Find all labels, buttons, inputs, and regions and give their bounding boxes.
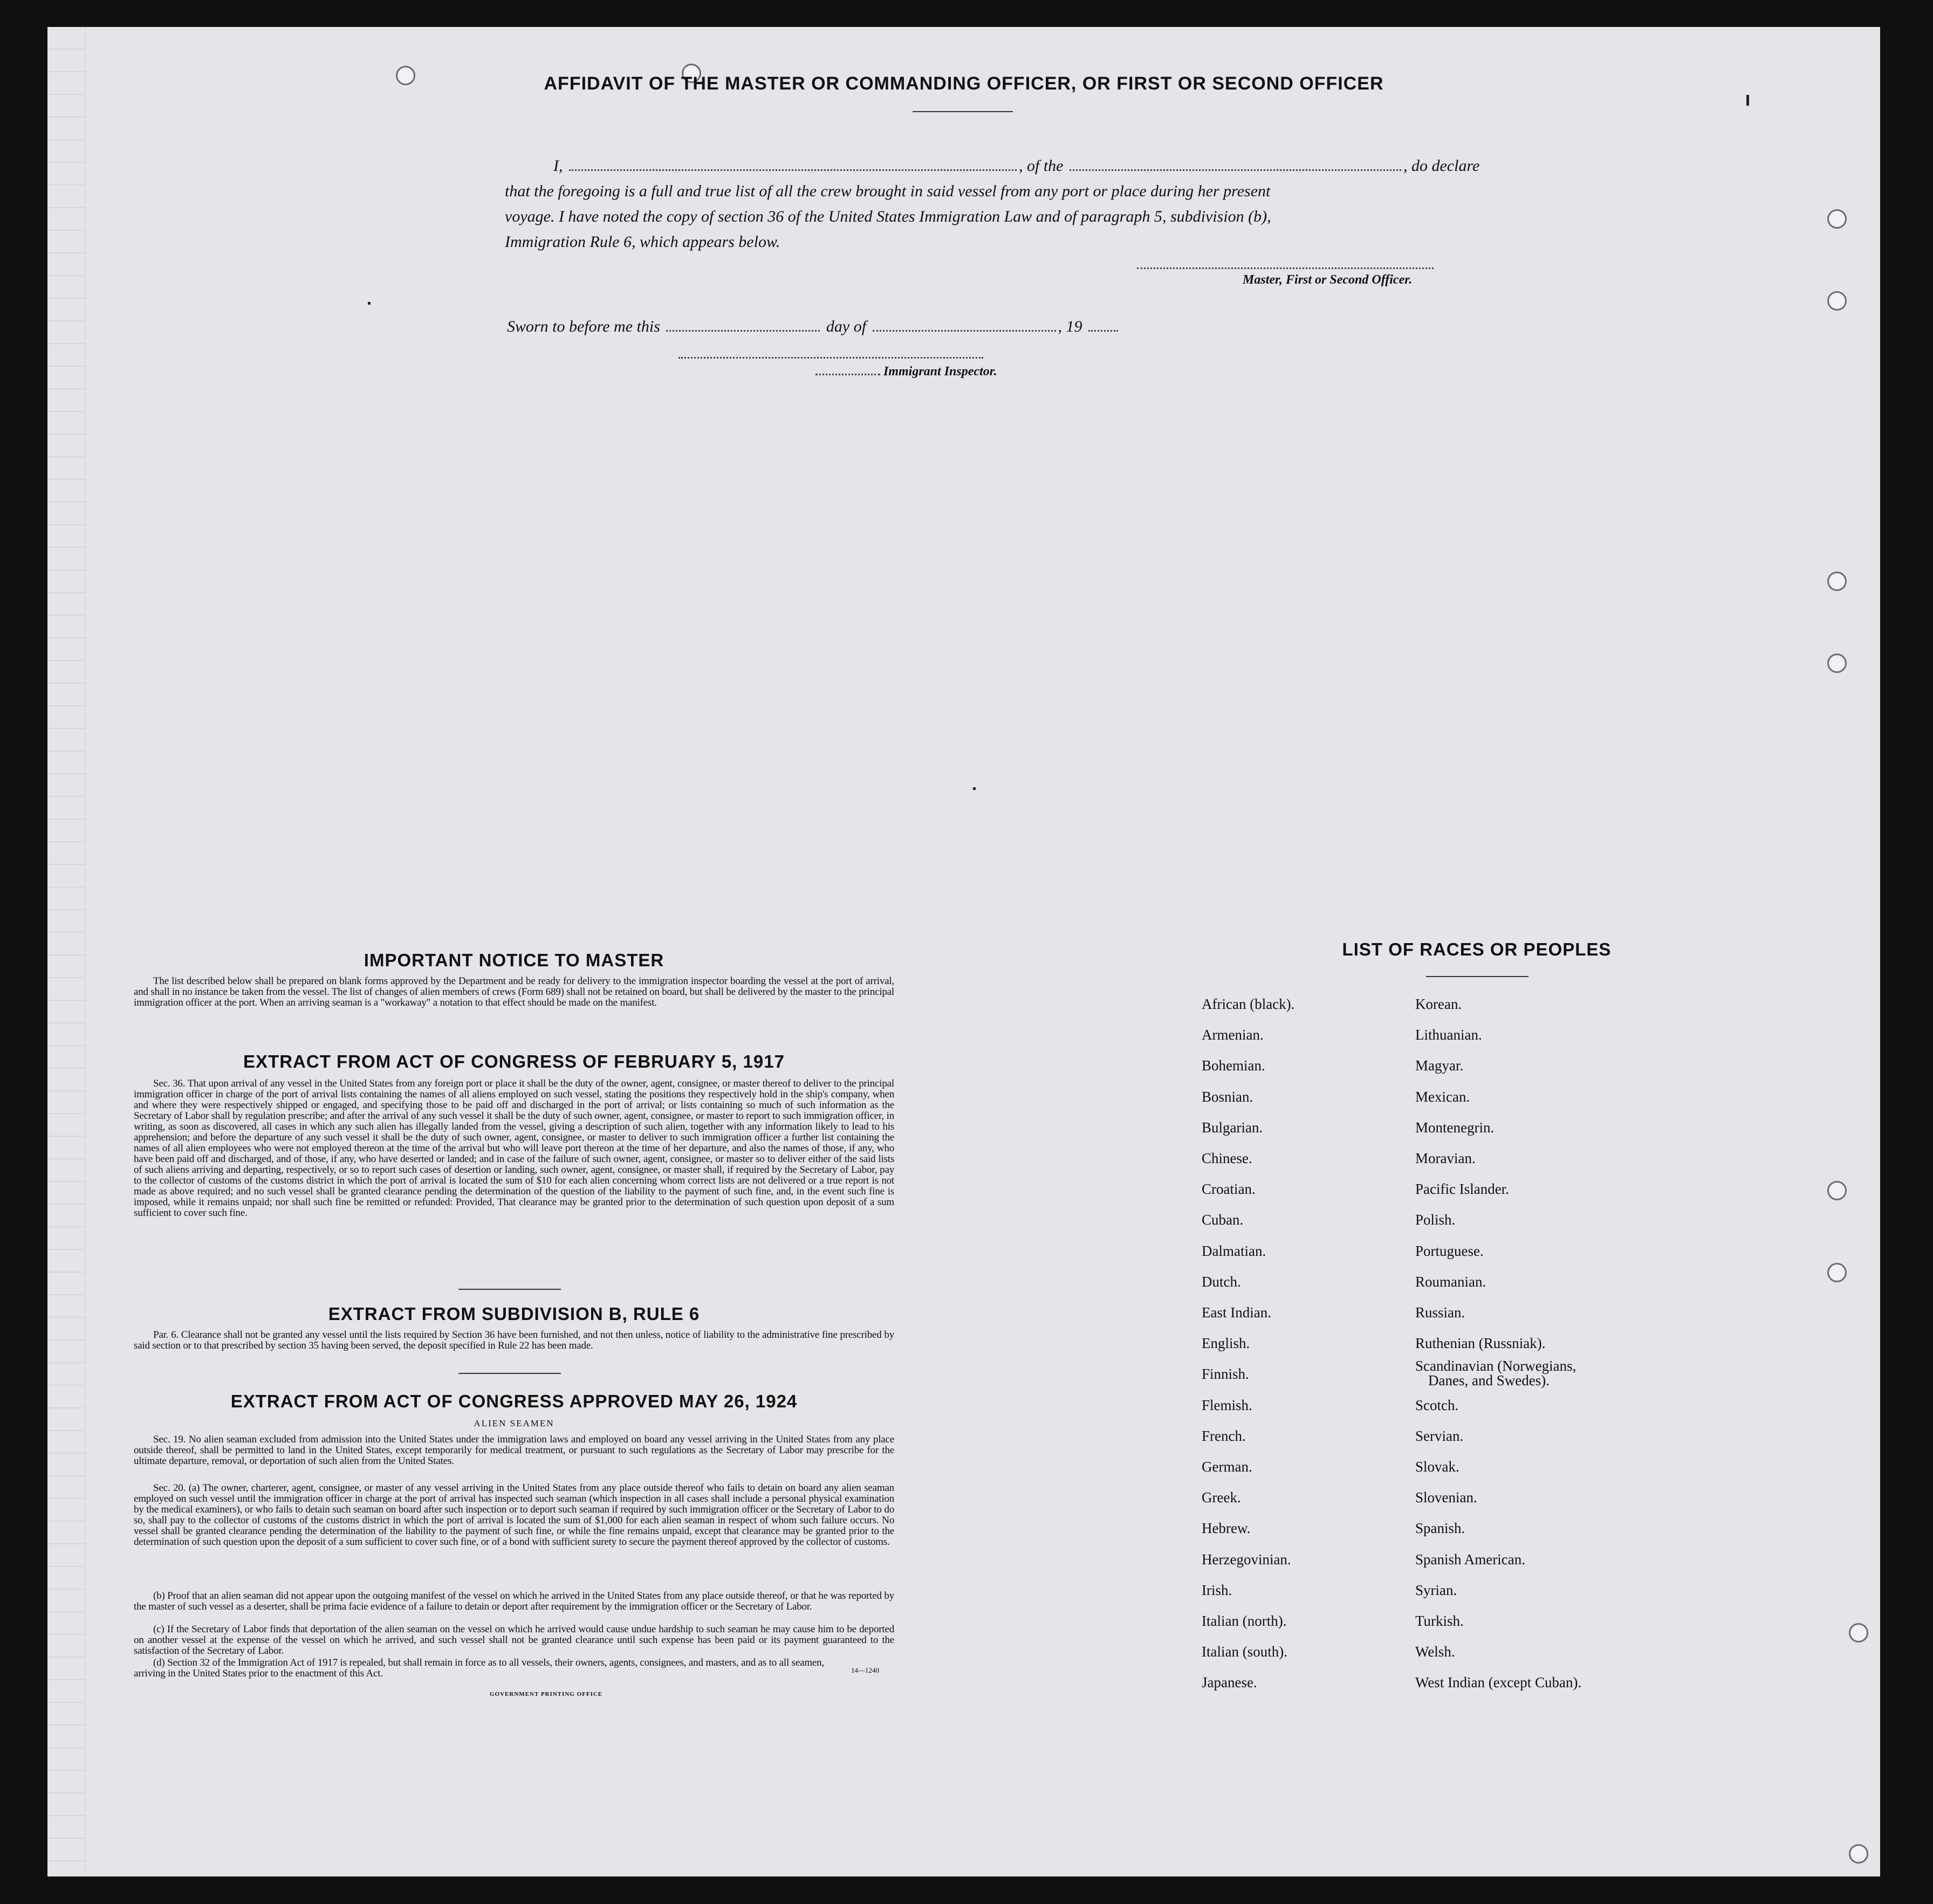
race-item: Lithuanian. [1415, 1027, 1482, 1043]
sec20c-body: (c) If the Secretary of Labor finds that deportation of the alien seaman on the vessel on which he arrived would cause undue hardship to such seaman he may cause him to be deported on another vessel at the expense of the vessel on which he arrived, and such vessel shall not be granted clearance until such expense has been paid or its payment guaranteed to the satisfaction of the Secretary of Labor. [134, 1624, 894, 1656]
race-item: Slovak. [1415, 1459, 1459, 1475]
race-item: Bosnian. [1202, 1088, 1253, 1105]
punch-hole [1827, 1263, 1847, 1282]
notice-title: IMPORTANT NOTICE TO MASTER [364, 950, 664, 970]
section-divider [458, 1289, 561, 1290]
day-of-label: day of [826, 318, 867, 335]
race-item [1415, 1359, 1685, 1390]
race-item: Polish. [1415, 1212, 1456, 1228]
extract-1924-subtitle: ALIEN SEAMEN [474, 1418, 554, 1428]
race-item: Servian. [1415, 1427, 1464, 1444]
affidavit-line-1 [505, 153, 1745, 178]
race-item: Turkish. [1415, 1613, 1464, 1630]
race-item: African (black). [1202, 996, 1295, 1012]
affidavit-line-3: voyage. I have noted the copy of section 36 of the United States Immigration Law and of paragraph 5, subdivision (b), [505, 208, 1271, 225]
sec20b-body: (b) Proof that an alien seaman did not appear upon the outgoing manifest of the vessel on which he arrived in the United States from any place outside thereof, or that he was reported by the master of such vessel as a deserter, shall be prima facie evidence of a failure to detain or deport after requirement by the immigration officer or the Secretary of Labor. [134, 1590, 894, 1612]
sec20a-body: Sec. 20. (a) The owner, charterer, agent, consignee, or master of any vessel arriving in the United States from any place outside thereof who fails to detain on board any alien seaman employed on such vessel until the immigration officer in charge at the port of arrival has inspected such seaman (which inspection in all cases shall include a personal physical examination by the medical examiners), or who fails to detain such seaman on board after such inspection or to deport such seaman if required by such immigration officer or the Secretary of Labor to do so, shall pay to the collector of customs of the customs district in which the port of arrival is located the sum of $1,000 for each alien seaman in respect of whom such failure occurs. No vessel shall be granted clearance pending the determination of the liability to the payment of such fine, or while the fine remains unpaid, except that clearance may be granted prior to the determination of such question upon the deposit of a sum sufficient to cover such fine, or of a bond with sufficient surety to secure the payment thereof approved by the collector of customs. [134, 1482, 894, 1548]
document-page [47, 27, 1880, 1876]
vessel-blank[interactable] [1070, 169, 1401, 171]
race-item: Armenian. [1202, 1027, 1264, 1043]
inspector-signature-label [813, 365, 997, 379]
race-item: Dalmatian. [1202, 1242, 1266, 1259]
race-item: Pacific Islander. [1415, 1181, 1509, 1198]
affidavit-line-4: Immigration Rule 6, which appears below. [505, 233, 780, 251]
races-title: LIST OF RACES OR PEOPLES [1342, 939, 1612, 959]
month-blank[interactable] [873, 329, 1056, 332]
binding-strip [47, 27, 86, 1876]
inspector-signature-line[interactable] [678, 357, 983, 359]
race-item: French. [1202, 1427, 1246, 1444]
affidavit-title: AFFIDAVIT OF THE MASTER OR COMMANDING OFFICER, OR FIRST OR SECOND OFFICER [544, 73, 1384, 94]
race-item: Welsh. [1415, 1644, 1455, 1660]
races-column-1 [1202, 989, 1407, 1699]
day-blank[interactable] [666, 329, 820, 332]
race-item: Herzegovinian. [1202, 1551, 1291, 1568]
affidavit-line-2: that the foregoing is a full and true list of all the crew brought in said vessel from any port or place during her present [505, 182, 1271, 200]
race-item: Montenegrin. [1415, 1119, 1495, 1136]
rule6-body: Par. 6. Clearance shall not be granted any vessel until the lists required by Section 36 have been furnished, and not then unless, notice of liability to the administrative fine prescribed by said section or to that prescribed by section 35 having been served, the deposit specified in Rule 22 has been made. [134, 1329, 894, 1351]
affidavit-of-the: , of the [1019, 157, 1064, 175]
races-title-underline [1426, 976, 1528, 977]
race-item: English. [1202, 1335, 1250, 1352]
year-label: , 19 [1058, 318, 1082, 335]
race-item: Croatian. [1202, 1181, 1256, 1198]
race-item: Bulgarian. [1202, 1119, 1263, 1136]
race-item: East Indian. [1202, 1304, 1271, 1321]
extract-1917-body: Sec. 36. That upon arrival of any vessel in the United States from any foreign port or place it shall be the duty of the owner, agent, consignee, or master thereof to deliver to the principal immigration officer in charge of the port of arrival lists containing the names of all aliens employed on such vessel, stating the positions they respectively hold in the ship's company, when and where they were respectively shipped or engaged, and specifying those to be paid off and discharged in the port of arrival; or lists containing so much of such information as the Secretary of Labor shall by regulation prescribe; and after the arrival of any such vessel it shall be the duty of such owner, agent, consignee, or master to report to such immigration officer, in writing, as soon as discovered, all cases in which any such alien has illegally landed from the vessel, giving a description of such alien, together with any information likely to lead to his apprehension; and before the departure of any such vessel it shall be the duty of such owner, agent, consignee, or master to deliver to such immigration officer a further list containing the names of all alien employees who were not employed thereon at the time of the arrival but who will leave port thereon at the time of her departure, and also the names of those, if any, who have been paid off and discharged, and of those, if any, who have deserted or landed; and in case of the failure of such owner, agent, consignee, or master so to deliver either of the said lists of such aliens arriving and departing, respectively, or so to report such cases of desertion or landing, such owner, agent, consignee, or master shall, if required by the Secretary of Labor, pay to the collector of customs of the customs district in which the port of arrival is located the sum of $10 for each alien concerning whom correct lists are not delivered or a true report is not made as above required; and no such vessel shall be granted clearance pending the determination of the question of the liability to the payment of such fine, and, in the event such fine is imposed, while it remains unpaid; nor shall such fine be remitted or refunded: Provided, That clearance may be granted prior to the determination of such question upon deposit of a sum sufficient to cover such fine. [134, 1078, 894, 1219]
race-item: Ruthenian (Russniak). [1415, 1335, 1546, 1352]
race-item: Portuguese. [1415, 1242, 1484, 1259]
race-item: Roumanian. [1415, 1273, 1486, 1290]
rule6-title: EXTRACT FROM SUBDIVISION B, RULE 6 [328, 1304, 700, 1324]
race-item: Spanish American. [1415, 1551, 1525, 1568]
races-column-2 [1415, 989, 1685, 1699]
race-item: Cuban. [1202, 1212, 1244, 1228]
punch-hole [1827, 654, 1847, 673]
race-item: Korean. [1415, 996, 1462, 1012]
affidavit-declare: , do declare [1403, 157, 1480, 175]
extract-1924-title: EXTRACT FROM ACT OF CONGRESS APPROVED MAY 26, 1924 [230, 1391, 798, 1411]
punch-hole [1849, 1623, 1868, 1642]
race-item: Spanish. [1415, 1520, 1465, 1537]
race-item: Chinese. [1202, 1150, 1252, 1167]
master-signature-label: Master, First or Second Officer. [1243, 273, 1413, 287]
punch-hole [1827, 209, 1847, 229]
race-item: Bohemian. [1202, 1057, 1265, 1074]
punch-hole [1827, 291, 1847, 311]
sworn-line [507, 314, 1262, 339]
sworn-label: Sworn to before me this [507, 318, 660, 335]
race-item: Flemish. [1202, 1397, 1252, 1413]
race-item: West Indian (except Cuban). [1415, 1674, 1582, 1691]
form-number: 14—1240 [851, 1666, 879, 1674]
year-blank[interactable] [1088, 329, 1118, 332]
section-divider [458, 1373, 561, 1374]
punch-hole [1827, 572, 1847, 591]
name-blank[interactable] [569, 169, 1017, 171]
title-underline [913, 111, 1013, 112]
race-item: Dutch. [1202, 1273, 1241, 1290]
race-item: Italian (south). [1202, 1644, 1287, 1660]
race-item: Irish. [1202, 1582, 1232, 1598]
race-item: Scotch. [1415, 1397, 1459, 1413]
extract-1917-title: EXTRACT FROM ACT OF CONGRESS OF FEBRUARY 5, 1917 [243, 1051, 785, 1071]
race-item: Hebrew. [1202, 1520, 1251, 1537]
punch-hole [1849, 1844, 1868, 1864]
race-item: Moravian. [1415, 1150, 1476, 1167]
race-item: Slovenian. [1415, 1489, 1477, 1506]
notice-body: The list described below shall be prepared on blank forms approved by the Department and be ready for delivery to the immigration inspector boarding the vessel at the port of arrival, and shall in no instance be taken from the vessel. The list of changes of alien members of crews (Form 689) shall not be retained on board, but shall be delivered by the master to the principal immigration officer at the port. When an arriving seaman is a "workaway" a notation to that effect should be made on the manifest. [134, 975, 894, 1008]
race-item: Italian (north). [1202, 1613, 1287, 1630]
scan-mark [973, 787, 976, 790]
race-item: Mexican. [1415, 1088, 1470, 1105]
race-item-continuation: Danes, and Swedes). [1428, 1372, 1550, 1389]
sec19-body: Sec. 19. No alien seaman excluded from admission into the United States under the immigration laws and employed on board any vessel arriving in the United States from any place outside thereof, shall be permitted to land in the United States, except temporarily for medical treatment, or pursuant to such regulations as the Secretary of Labor may prescribe for the ultimate departure, removal, or deportation of such alien from the United States. [134, 1434, 894, 1467]
race-item: Finnish. [1202, 1366, 1249, 1383]
race-item-text: Scandinavian (Norwegians, [1415, 1358, 1576, 1374]
scan-mark [1746, 95, 1749, 106]
inspector-prefix-dots [815, 373, 880, 375]
printer-imprint: GOVERNMENT PRINTING OFFICE [490, 1691, 603, 1697]
race-item: Japanese. [1202, 1674, 1257, 1691]
inspector-label-text: Immigrant Inspector. [883, 365, 997, 379]
affidavit-i: I, [553, 157, 563, 175]
punch-hole [1827, 1181, 1847, 1200]
sec20d-body: (d) Section 32 of the Immigration Act of 1917 is repealed, but shall remain in force as to all vessels, their owners, agents, consignees, and masters, and as to all seamen, arriving in the United States prior to the enactment of this Act. [134, 1657, 824, 1679]
master-signature-line[interactable] [1137, 267, 1434, 269]
scan-mark [368, 302, 371, 305]
race-item: Greek. [1202, 1489, 1241, 1506]
race-item: Magyar. [1415, 1057, 1464, 1074]
race-item: Syrian. [1415, 1582, 1457, 1598]
race-item: German. [1202, 1459, 1252, 1475]
race-item: Russian. [1415, 1304, 1465, 1321]
